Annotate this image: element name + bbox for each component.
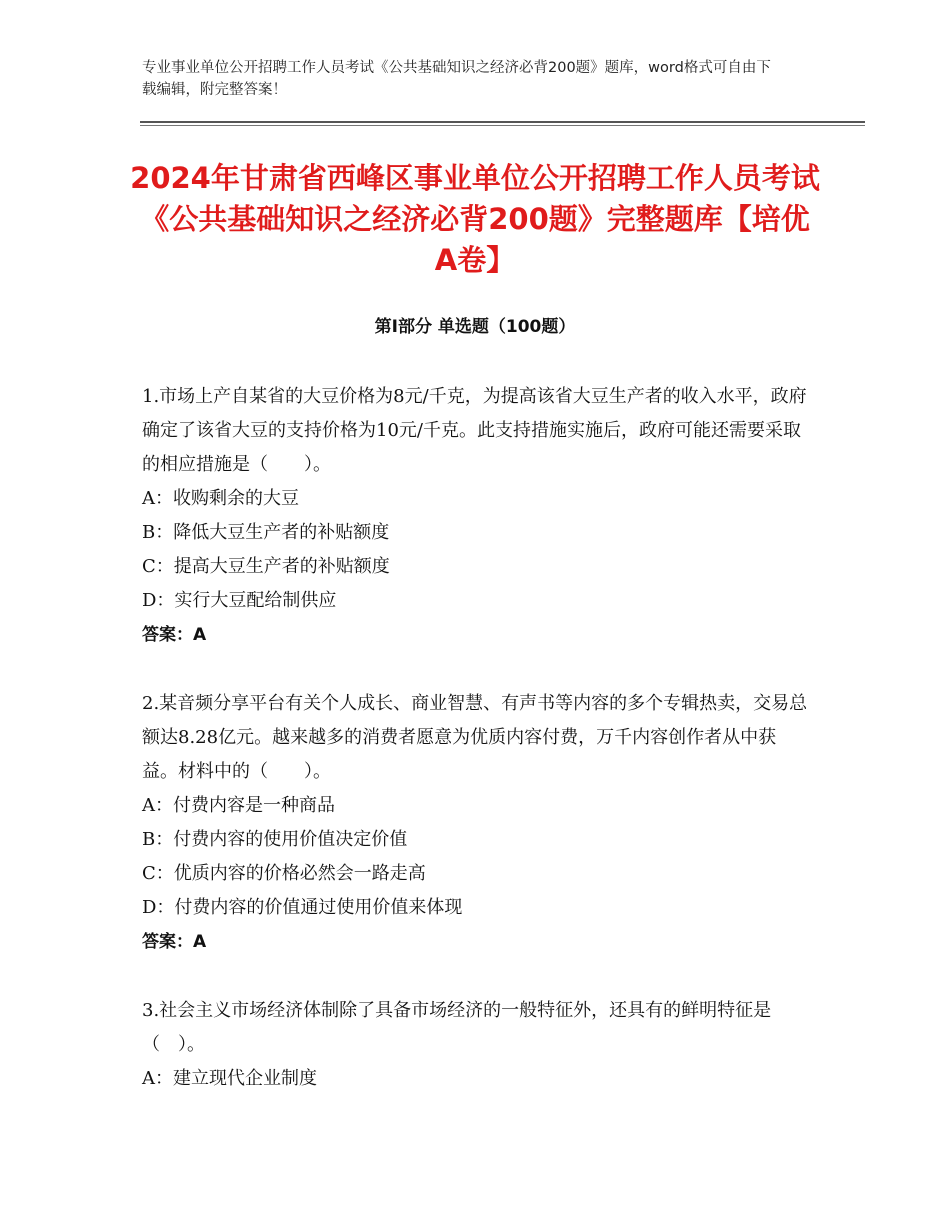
question-2	[142, 687, 812, 959]
option-a: A：付费内容是一种商品	[142, 795, 335, 816]
option-c: C：优质内容的价格必然会一路走高	[142, 863, 426, 884]
option-d: D：付费内容的价值通过使用价值来体现	[142, 897, 463, 918]
option-c: C：提高大豆生产者的补贴额度	[142, 556, 390, 577]
question-stem: 2.某音频分享平台有关个人成长、商业智慧、有声书等内容的多个专辑热卖，交易总额达8.28亿元。越来越多的消费者愿意为优质内容付费，万千内容创作者从中获益。材料中的（ ）。	[142, 693, 808, 782]
answer-label: 答案：A	[142, 625, 207, 645]
option-a: A：建立现代企业制度	[142, 1068, 317, 1089]
document-title: 2024年甘肃省西峰区事业单位公开招聘工作人员考试《公共基础知识之经济必背200题》完整题库【培优A卷】	[130, 161, 820, 277]
option-b: B：付费内容的使用价值决定价值	[142, 829, 408, 850]
question-stem: 1.市场上产自某省的大豆价格为8元/千克，为提高该省大豆生产者的收入水平，政府确定了该省大豆的支持价格为10元/千克。此支持措施实施后，政府可能还需要采取的相应措施是（ ）。	[142, 386, 807, 475]
question-1	[142, 380, 812, 652]
answer-label: 答案：A	[142, 932, 207, 952]
question-3	[142, 994, 812, 1096]
section-heading: 第Ⅰ部分 单选题（100题）	[374, 317, 576, 337]
option-d: D：实行大豆配给制供应	[142, 590, 337, 611]
option-b: B：降低大豆生产者的补贴额度	[142, 522, 390, 543]
header-note: 专业事业单位公开招聘工作人员考试《公共基础知识之经济必背200题》题库，word格式可自由下载编辑，附完整答案！	[142, 60, 771, 98]
option-a: A：收购剩余的大豆	[142, 488, 299, 509]
question-stem: 3.社会主义市场经济体制除了具备市场经济的一般特征外，还具有的鲜明特征是（ ）。	[142, 1000, 772, 1055]
header-divider-thick	[140, 121, 865, 123]
header-divider-thin	[140, 125, 865, 126]
